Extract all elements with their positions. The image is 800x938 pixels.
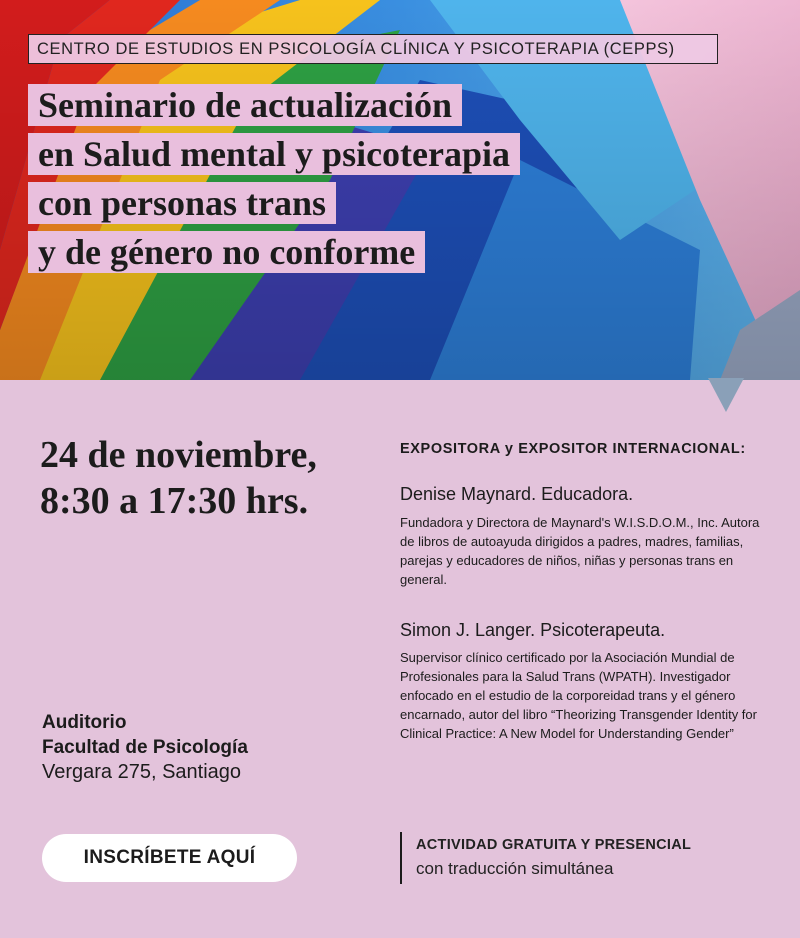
venue-block bbox=[42, 710, 248, 785]
title-line-2: en Salud mental y psicoterapia bbox=[28, 133, 520, 175]
title-line-4: y de género no conforme bbox=[28, 231, 425, 273]
speaker-1-name: Denise Maynard. Educadora. bbox=[400, 484, 634, 504]
venue-address: Vergara 275, Santiago bbox=[42, 761, 242, 783]
title-line-3: con personas trans bbox=[28, 182, 336, 224]
speaker-2-name: Simon J. Langer. Psicoterapeuta. bbox=[400, 620, 666, 640]
speakers-heading: EXPOSITORA y EXPOSITOR INTERNACIONAL: bbox=[400, 441, 746, 457]
venue-line-1: Auditorio bbox=[42, 712, 127, 733]
register-button[interactable]: INSCRÍBETE AQUÍ bbox=[42, 834, 297, 882]
activity-note bbox=[400, 832, 691, 884]
activity-note-line-2: con traducción simultánea bbox=[416, 859, 614, 878]
speaker-2-bio: Supervisor clínico certificado por la Asociación Mundial de Profesionales para la Salud Trans (WPATH). Investigador enfocado en el estudio de la corporeidad trans y el género encarnado, autor del libro “Theorizing Transgender Identity for Clinical Practice: A New Model for Understanding Gender” bbox=[400, 650, 757, 741]
title-line-1: Seminario de actualización bbox=[28, 84, 462, 126]
speaker-1-bio: Fundadora y Directora de Maynard's W.I.S.D.O.M., Inc. Autora de libros de autoayuda dirigidos a padres, madres, familias, parejas y educadores de niños, niñas y personas trans en general. bbox=[400, 515, 760, 587]
venue-line-2: Facultad de Psicología bbox=[42, 737, 248, 758]
time-line: 8:30 a 17:30 hrs. bbox=[40, 480, 309, 522]
activity-note-line-1: ACTIVIDAD GRATUITA Y PRESENCIAL bbox=[416, 837, 692, 853]
date-line: 24 de noviembre, bbox=[40, 434, 317, 476]
event-date bbox=[40, 432, 317, 524]
speech-pointer bbox=[708, 378, 744, 412]
organization-label: CENTRO DE ESTUDIOS EN PSICOLOGÍA CLÍNICA Y PSICOTERAPIA (CEPPS) bbox=[28, 34, 718, 64]
